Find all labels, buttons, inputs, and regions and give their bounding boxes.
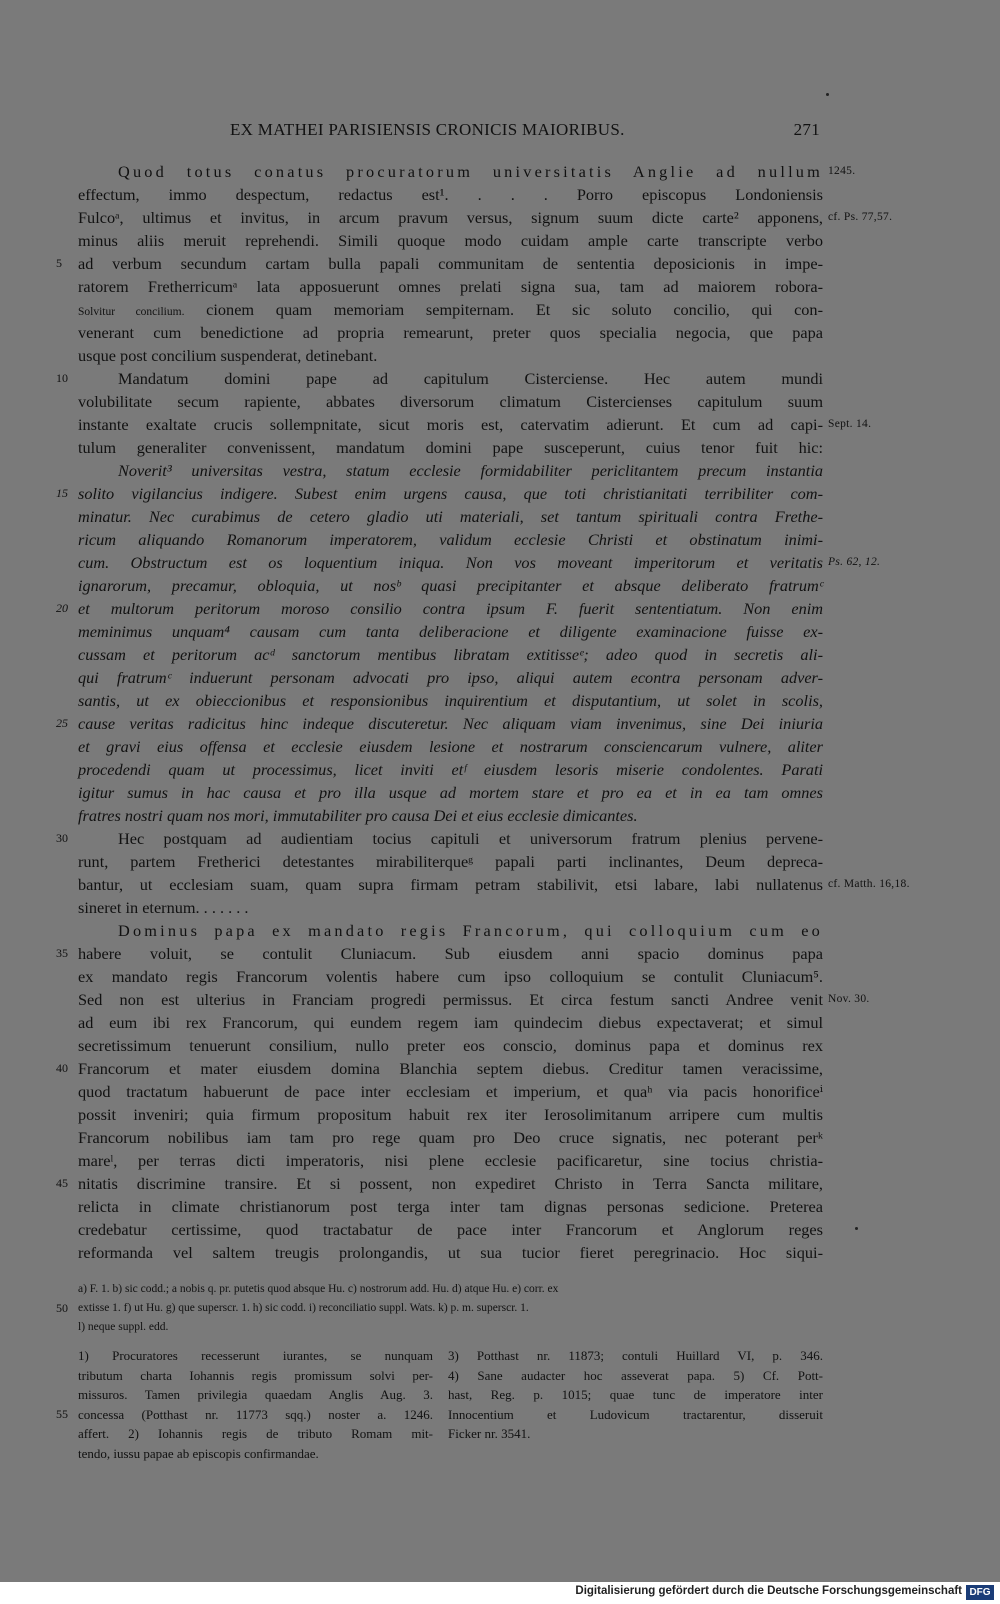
margin-note: Sept. 14. <box>828 418 872 430</box>
text-line <box>78 321 823 344</box>
line-text: ratorem Fretherricumᵃ lata apposuerunt omnes prelati signa sua, tam ad maiorem robora- <box>78 277 823 296</box>
line-text: tendo, iussu papae ab episcopis confirmandae. <box>78 1445 319 1461</box>
note-line <box>78 1346 433 1366</box>
line-text: meminimus unquam⁴ causam cum tanta deliberacione et diligente examinacione fuisse ex- <box>78 622 823 641</box>
line-text: secretissimum tenuerunt consilium, nullo preter eos conscio, dominus papa et dominus rex <box>78 1036 823 1055</box>
note-line <box>448 1385 823 1405</box>
text-line <box>78 1149 823 1172</box>
line-text: nitatis discrimine transire. Et si possent, non expediret Christo in Terra Sancta militare, <box>78 1174 823 1193</box>
line-text: relicta in climate christianorum post terga inter tam dignas personas sedicione. Preterea <box>78 1197 823 1216</box>
line-text: extisse 1. f) ut Hu. g) que superscr. 1. h) sic codd. i) reconciliatio suppl. Wats. k) p. m. superscr. 1. <box>78 1302 529 1314</box>
text-line <box>78 436 823 459</box>
text-line <box>78 574 823 597</box>
line-text: 3) Potthast nr. 11873; contuli Huillard VI, p. 346. <box>448 1348 823 1363</box>
text-line <box>78 643 823 666</box>
note-line <box>448 1405 823 1425</box>
text-line <box>78 1241 823 1264</box>
line-text: procedendi quam ut processimus, licet inviti etᶠ eiusdem lesoris miserie condolentes. Parati <box>78 760 823 779</box>
line-text: hast, Reg. p. 1015; quae tunc de imperatore inter <box>448 1387 823 1402</box>
marginal-rubric: Solvitur concilium. <box>78 306 185 318</box>
line-text: venerant cum benedictione ad propria remearunt, preter quos specialia negocia, que papa <box>78 323 823 342</box>
line-number: 10 <box>56 371 68 385</box>
text-line <box>78 919 823 942</box>
line-text: volubilitate secum rapiente, abbates diversorum climatum Cistercienses capitulum suum <box>78 392 823 411</box>
line-number: 55 <box>56 1406 68 1421</box>
text-line <box>78 344 823 367</box>
page-number: 271 <box>793 120 820 139</box>
footnotes-right-column <box>448 1346 823 1444</box>
text-line <box>78 620 823 643</box>
text-line <box>78 275 823 298</box>
text-line <box>56 1057 823 1080</box>
text-line <box>78 988 870 1011</box>
text-line <box>78 1195 823 1218</box>
line-text: missuros. Tamen privilegia quaedam Anglis Aug. 3. <box>78 1387 433 1402</box>
line-text: santis, ut ex obieccionibus et responsionibus inquirentium et disputantium, ut solet in scolis, <box>78 691 823 710</box>
note-line <box>78 1366 433 1386</box>
line-text: fratres nostri quam nos mori, immutabiliter pro causa Dei et eius ecclesie dimicantes. <box>78 806 638 825</box>
text-line <box>78 160 856 183</box>
credit-bar <box>0 1582 1000 1604</box>
text-line <box>78 1034 823 1057</box>
line-text: Dominus papa ex mandato regis Francorum, qui colloquium cum eo <box>118 921 823 940</box>
line-text: Innocentium et Ludovicum tractarentur, disseruit <box>448 1406 823 1422</box>
note-line <box>448 1346 823 1366</box>
text-line <box>78 758 823 781</box>
text-line <box>78 413 872 436</box>
text-line <box>78 689 823 712</box>
text-line <box>78 528 823 551</box>
text-line <box>78 1126 823 1149</box>
line-number: 15 <box>56 486 68 500</box>
main-text <box>56 160 910 1264</box>
dfg-logo-icon: DFG <box>966 1585 994 1600</box>
line-text: credebatur certissime, quod tractabatur de pace inter Francorum et Anglorum reges <box>78 1220 823 1239</box>
line-text: 4) Sane audacter hoc asseverat papa. 5) Cf. Pott- <box>448 1367 823 1383</box>
running-title: EX MATHEI PARISIENSIS CRONICIS MAIORIBUS. <box>230 120 625 139</box>
critical-apparatus <box>56 1280 823 1337</box>
note-line <box>78 1444 433 1464</box>
note-line <box>448 1424 823 1444</box>
line-text: igitur sumus in hac causa et pro illa usque ad mortem stare et pro ea et in ea tam omnes <box>78 783 823 802</box>
text-line <box>78 781 823 804</box>
line-text: runt, partem Fretherici detestantes mirabiliterqueᵍ papali parti inclinantes, Deum depreca- <box>78 852 823 871</box>
line-text: ricum aliquando Romanorum imperatorem, validum ecclesie Christi et obstinatum inimi- <box>78 530 823 549</box>
line-number: 20 <box>56 601 68 615</box>
line-text: a) F. 1. b) sic codd.; a nobis q. pr. putetis quod absque Hu. c) nostrorum add. Hu. d) atque Hu. e) corr. ex <box>78 1283 559 1295</box>
margin-note: cf. Matth. 16,18. <box>828 878 910 890</box>
line-number: 35 <box>56 946 68 960</box>
credit-text: Digitalisierung gefördert durch die Deutsche Forschungsgemeinschaft <box>575 1585 962 1597</box>
line-text: possit inveniri; quia firmum propositum habuit rex iter Ierosolimitanum arripere cum multis <box>78 1105 823 1124</box>
text-line <box>78 965 823 988</box>
text-line <box>56 482 823 505</box>
line-text: mareˡ, per terras dicti imperatoris, nisi plene ecclesie pacificaretur, sine tocius christia- <box>78 1151 823 1170</box>
line-number: 45 <box>56 1176 68 1190</box>
note-line <box>56 1405 433 1425</box>
note-line <box>78 1424 433 1444</box>
margin-note: Ps. 62, 12. <box>828 556 881 568</box>
text-line <box>78 873 910 896</box>
line-text: cussam et peritorum acᵈ sanctorum mentibus libratam extitisseᵉ; adeo quod in secretis ali- <box>78 645 823 664</box>
speck <box>826 93 829 96</box>
text-line <box>78 1218 823 1241</box>
line-number: 40 <box>56 1061 68 1075</box>
line-text: affert. 2) Iohannis regis de tributo Romam mit- <box>78 1426 433 1441</box>
margin-note: 1245. <box>828 165 856 177</box>
line-text: concessa (Potthast nr. 11773 sqq.) noster a. 1246. <box>78 1406 433 1422</box>
note-line <box>78 1385 433 1405</box>
line-text: Fulcoᵃ, ultimus et invitus, in arcum pravum versus, signum suum dicte carte² apponens, <box>78 208 823 227</box>
text-line <box>78 1080 823 1103</box>
text-line <box>78 735 823 758</box>
text-line <box>78 459 823 482</box>
line-number: 30 <box>56 831 68 845</box>
line-text: Ficker nr. 3541. <box>448 1426 531 1441</box>
line-text: sineret in eternum. . . . . . . <box>78 898 249 917</box>
line-text: ad verbum secundum cartam bulla papali communitam de sententia deposicionis in impe- <box>78 254 823 273</box>
text-line <box>78 850 823 873</box>
line-text: quod tractatum habuerunt de pace inter ecclesiam et imperium, et quaʰ via pacis honorificeⁱ <box>78 1082 823 1101</box>
line-text: reformanda vel saltem treugis prolongandis, ut sua tucior fieret peregrinacio. Hoc siqui- <box>78 1243 823 1262</box>
line-text: cionem quam memoriam sempiternam. Et sic soluto concilio, qui con- <box>206 300 823 319</box>
text-line <box>78 1011 823 1034</box>
line-text: tributum charta Iohannis regis promissum solvi per- <box>78 1367 433 1383</box>
text-line <box>78 390 823 413</box>
text-line <box>78 183 823 206</box>
footnotes-left-column <box>56 1346 433 1463</box>
text-line <box>56 597 823 620</box>
note-line <box>56 1299 823 1318</box>
text-line <box>56 942 823 965</box>
margin-note: Nov. 30. <box>828 993 870 1005</box>
text-line <box>78 551 881 574</box>
line-text: cause veritas radicitus hinc indeque discuteretur. Nec aliquam viam invenimus, sine Dei iniuria <box>78 714 823 733</box>
line-text: Hec postquam ad audientiam tocius capituli et universorum fratrum plenius pervene- <box>118 829 823 848</box>
line-number: 5 <box>56 256 62 270</box>
line-text: et multorum peritorum moroso consilio contra ipsum F. fuerit sententiatum. Non enim <box>78 599 823 618</box>
line-text: 1) Procuratores recesserunt iurantes, se nunquam <box>78 1348 433 1363</box>
line-text: cum. Obstructum est os loquentium iniqua. Non vos moveant imperitorum et veritatis <box>78 553 823 572</box>
text-line <box>78 298 823 321</box>
text-line <box>78 896 823 919</box>
line-number: 50 <box>56 1301 68 1315</box>
line-text: ex mandato regis Francorum volentis habere cum ipso colloquium se contulit Cluniacum⁵. <box>78 967 823 986</box>
text-line <box>78 229 823 252</box>
text-line <box>78 1103 823 1126</box>
text-line <box>78 666 823 689</box>
text-line <box>56 252 823 275</box>
line-text: effectum, immo despectum, redactus est¹. . . . Porro episcopus Londoniensis <box>78 185 823 204</box>
line-text: minatur. Nec curabimus de cetero gladio uti materiali, set tantum spirituali contra Frethe- <box>78 507 823 526</box>
line-text: usque post concilium suspenderat, detinebant. <box>78 346 378 365</box>
line-text: qui fratrumᶜ induerunt personam advocati pro ipso, aliqui autem econtra personam adver- <box>78 668 823 687</box>
note-line <box>78 1318 823 1337</box>
margin-note: cf. Ps. 77,57. <box>828 211 893 223</box>
text-line <box>56 1172 823 1195</box>
line-text: solito vigilancius indigere. Subest enim urgens causa, que toti christianitati terribiliter com- <box>78 484 823 503</box>
line-text: tulum generaliter convenissent, mandatum domini pape susceperunt, cuius tenor fuit hic: <box>78 438 823 457</box>
text-line <box>56 367 823 390</box>
line-text: Francorum nobilibus iam tam pro rege quam pro Deo cruce signatis, nec poterant perᵏ <box>78 1128 823 1147</box>
line-text: ad eum ibi rex Francorum, qui eundem regem iam quindecim diebus expectaverat; et simul <box>78 1013 823 1032</box>
line-text: Sed non est ulterius in Franciam progredi permissus. Et circa festum sancti Andree venit <box>78 990 823 1009</box>
line-text: instante exaltate crucis sollempnitate, sicut moris est, catervatim adierunt. Et cum ad capi- <box>78 415 823 434</box>
text-line <box>78 206 893 229</box>
line-text: Francorum et mater eiusdem domina Blanchia septem diebus. Creditur tamen veracissime, <box>78 1059 823 1078</box>
line-text: ignarorum, precamur, obloquia, ut nosᵇ quasi precipitanter et absque deliberato fratrumᶜ <box>78 576 823 595</box>
line-text: Noverit³ universitas vestra, statum ecclesie formidabiliter periclitantem precum instantia <box>118 461 823 480</box>
line-text: habere voluit, se contulit Cluniacum. Sub eiusdem anni spacio dominus papa <box>78 944 823 963</box>
line-text: Mandatum domini pape ad capitulum Cisterciense. Hec autem mundi <box>118 369 823 388</box>
line-text: Quod totus conatus procuratorum universitatis Anglie ad nullum <box>118 162 823 181</box>
line-text: et gravi eius offensa et ecclesie eiusdem lesione et nostrarum consciencarum vulnere, aliter <box>78 737 823 756</box>
text-line <box>78 804 823 827</box>
speck <box>855 1227 858 1230</box>
line-text: bantur, ut ecclesiam suam, quam supra firmam petram stabilivit, etsi labare, labi nullatenus <box>78 875 823 894</box>
text-line <box>56 827 823 850</box>
line-number: 25 <box>56 716 68 730</box>
note-line <box>78 1280 823 1299</box>
line-text: minus aliis meruit reprehendi. Simili quoque modo cuidam ample carte transcripte verbo <box>78 231 823 250</box>
line-text: l) neque suppl. edd. <box>78 1321 169 1333</box>
text-line <box>56 712 823 735</box>
note-line <box>448 1366 823 1386</box>
text-line <box>78 505 823 528</box>
